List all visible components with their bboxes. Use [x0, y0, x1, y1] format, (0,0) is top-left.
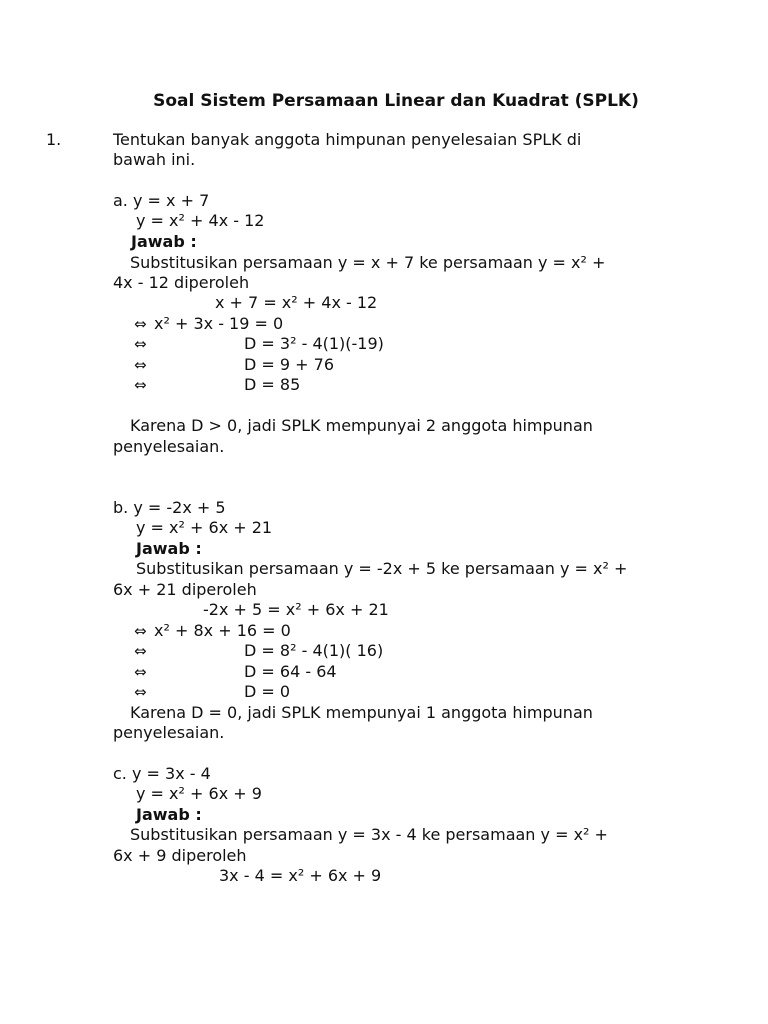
b-jawab-label: Jawab : [136, 539, 202, 558]
equivalence-arrow-icon: ⇔ [134, 663, 147, 681]
b-step-4: D = 0 [244, 682, 291, 701]
a-step-0: x + 7 = x² + 4x - 12 [215, 293, 378, 312]
a-conclusion-line1: Karena D > 0, jadi SPLK mempunyai 2 anggota himpunan [130, 416, 593, 435]
b-conclusion-line2: penyelesaian. [113, 723, 225, 742]
c-equation-1: c. y = 3x - 4 [113, 764, 211, 783]
b-equation-2: y = x² + 6x + 21 [136, 518, 273, 537]
b-step-1: ⇔ x² + 8x + 16 = 0 [134, 621, 291, 640]
c-substitution-line2: 6x + 9 diperoleh [113, 846, 247, 865]
a-jawab-label: Jawab : [131, 232, 197, 251]
question-text-line2: bawah ini. [113, 150, 196, 169]
a-step-4: D = 85 [244, 375, 301, 394]
b-step-2: D = 8² - 4(1)( 16) [244, 641, 384, 660]
a-arrow-3 [134, 355, 154, 375]
b-step-3: D = 64 - 64 [244, 662, 337, 681]
b-arrow-3 [134, 662, 154, 682]
c-substitution-line1: Substitusikan persamaan y = 3x - 4 ke persamaan y = x² + [130, 825, 608, 844]
a-conclusion-line2: penyelesaian. [113, 437, 225, 456]
c-jawab-label: Jawab : [136, 805, 202, 824]
b-equation-1: b. y = -2x + 5 [113, 498, 226, 517]
a-substitution-line1: Substitusikan persamaan y = x + 7 ke persamaan y = x² + [130, 253, 606, 272]
a-equation-2: y = x² + 4x - 12 [136, 211, 265, 230]
b-step-0: -2x + 5 = x² + 6x + 21 [203, 600, 389, 619]
equivalence-arrow-icon: ⇔ [134, 683, 147, 701]
a-equation-1: a. y = x + 7 [113, 191, 210, 210]
page-title: Soal Sistem Persamaan Linear dan Kuadrat (SPLK) [153, 91, 639, 111]
c-equation-2: y = x² + 6x + 9 [136, 784, 262, 803]
c-step-0: 3x - 4 = x² + 6x + 9 [219, 866, 382, 885]
equivalence-arrow-icon: ⇔ [134, 622, 147, 640]
b-conclusion-line1: Karena D = 0, jadi SPLK mempunyai 1 anggota himpunan [130, 703, 593, 722]
question-text-line1: Tentukan banyak anggota himpunan penyelesaian SPLK di [113, 130, 582, 149]
a-arrow-2 [134, 334, 154, 354]
b-substitution-line2: 6x + 21 diperoleh [113, 580, 257, 599]
b-substitution-line1: Substitusikan persamaan y = -2x + 5 ke persamaan y = x² + [136, 559, 628, 578]
a-step-1: ⇔ x² + 3x - 19 = 0 [134, 314, 284, 333]
b-arrow-4 [134, 682, 154, 702]
equivalence-arrow-icon: ⇔ [134, 642, 147, 660]
question-number: 1. [46, 130, 62, 149]
equivalence-arrow-icon: ⇔ [134, 335, 147, 353]
equivalence-arrow-icon: ⇔ [134, 356, 147, 374]
a-substitution-line2: 4x - 12 diperoleh [113, 273, 250, 292]
a-arrow-4 [134, 375, 154, 395]
equivalence-arrow-icon: ⇔ [134, 315, 147, 333]
a-step-2: D = 3² - 4(1)(-19) [244, 334, 384, 353]
a-step-3: D = 9 + 76 [244, 355, 335, 374]
b-arrow-2 [134, 641, 154, 661]
equivalence-arrow-icon: ⇔ [134, 376, 147, 394]
